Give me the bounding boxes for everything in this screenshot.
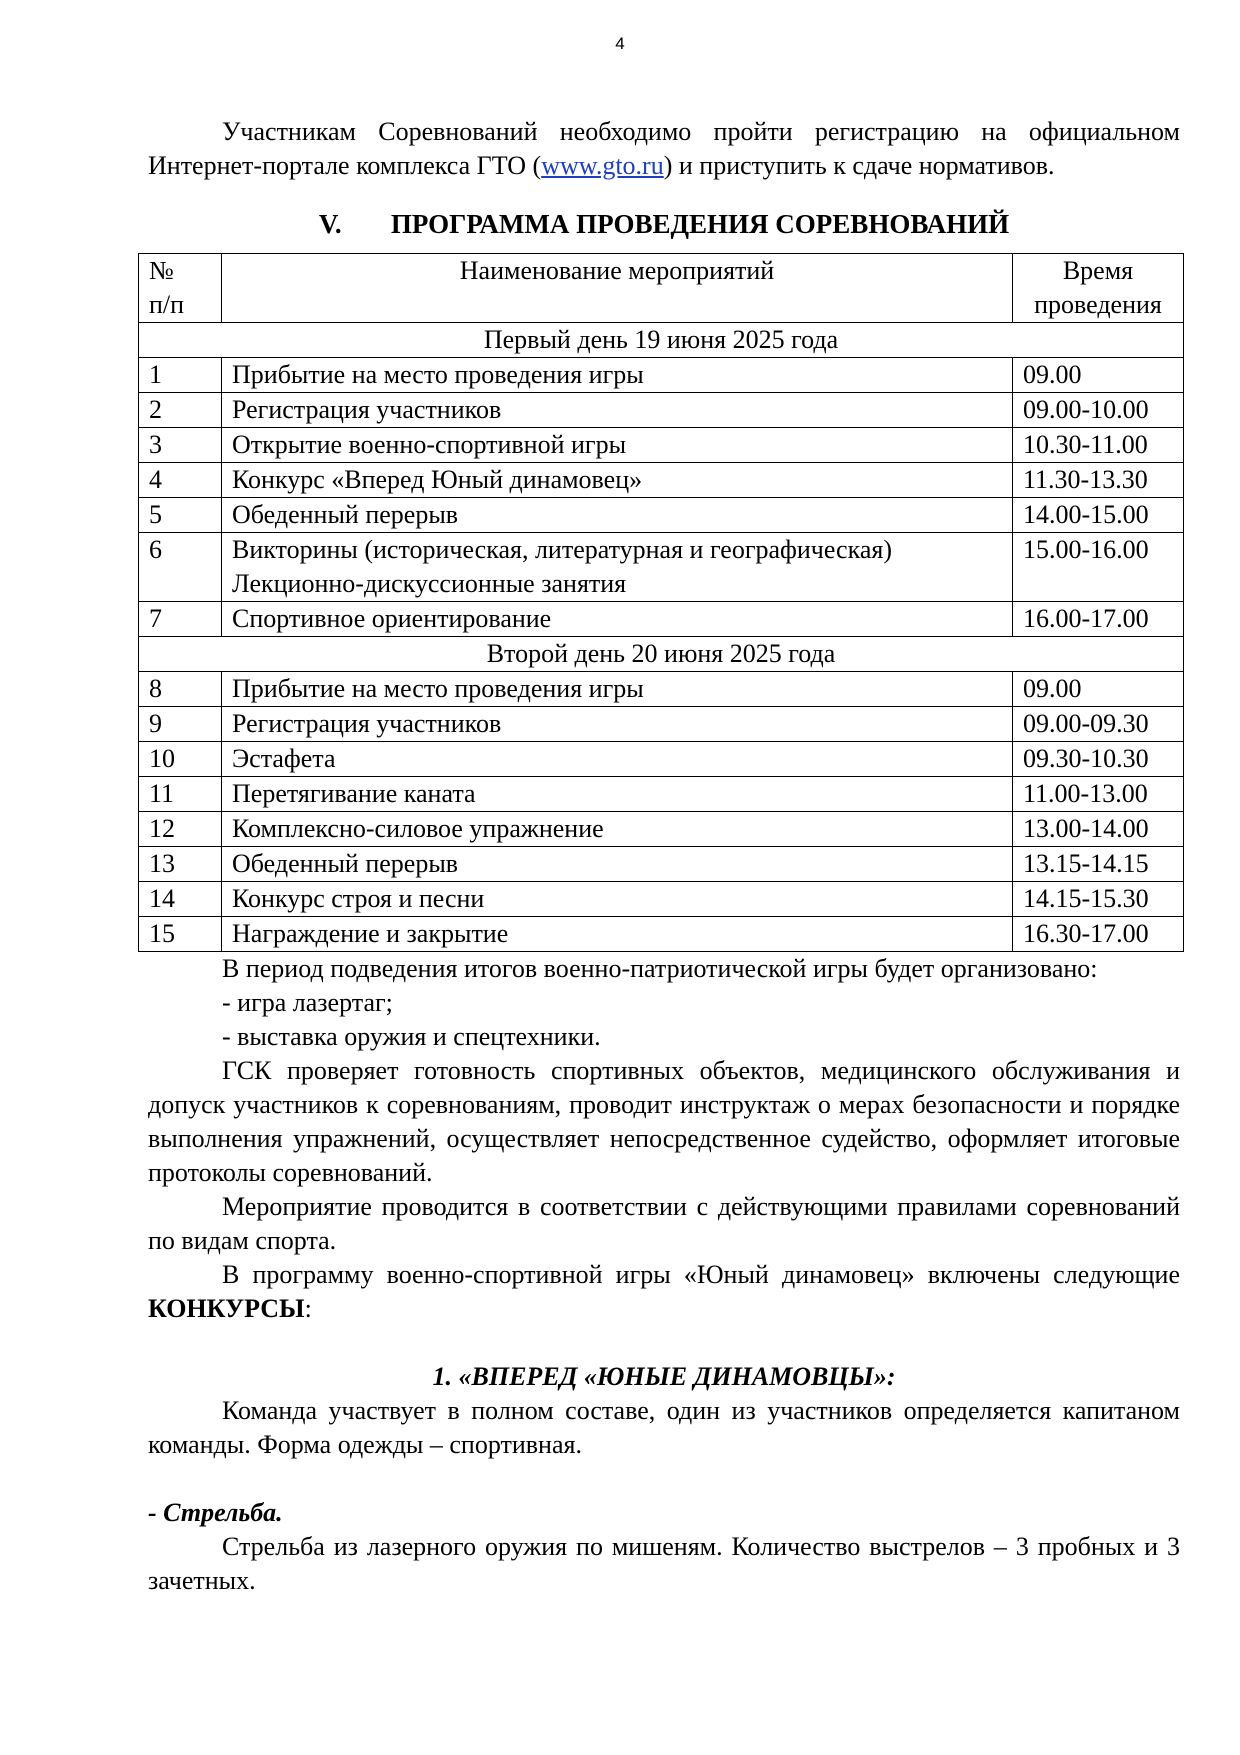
- header-time: [1013, 254, 1184, 323]
- day1-label: Первый день 19 июня 2025 года: [139, 323, 1184, 358]
- row-num: 13: [139, 847, 222, 882]
- row-num: 6: [139, 533, 222, 602]
- row-time: 11.00-13.00: [1013, 777, 1184, 812]
- header-num-line1: №: [149, 256, 174, 285]
- header-num-line2: п/п: [149, 290, 185, 319]
- row-time: 13.15-14.15: [1013, 847, 1184, 882]
- row-num: 8: [139, 672, 222, 707]
- row-num: 5: [139, 498, 222, 533]
- schedule-table: [138, 253, 1184, 952]
- row-time: 11.30-13.30: [1013, 463, 1184, 498]
- row-name: Прибытие на место проведения игры: [222, 358, 1013, 393]
- day2-label: Второй день 20 июня 2025 года: [139, 637, 1184, 672]
- section-heading: [148, 207, 1180, 241]
- row-name: Спортивное ориентирование: [222, 602, 1013, 637]
- table-row: [139, 393, 1184, 428]
- summary-paragraph: В период подведения итогов военно-патриотической игры будет организовано:: [222, 954, 1098, 983]
- program-bold: КОНКУРСЫ: [148, 1294, 305, 1323]
- shooting-heading: - Стрельба.: [148, 1498, 283, 1527]
- shooting-text: Стрельба из лазерного оружия по мишеням. Количество выстрелов – 3 пробных и 3 зачетных.: [148, 1532, 1180, 1595]
- header-num: [139, 254, 222, 323]
- row-name: Перетягивание каната: [222, 777, 1013, 812]
- table-header-row: [139, 254, 1184, 323]
- row-name: Конкурс строя и песни: [222, 882, 1013, 917]
- intro-paragraph: [148, 115, 1180, 183]
- list-item: - выставка оружия и спецтехники.: [222, 1022, 601, 1051]
- list-item: - игра лазертаг;: [222, 988, 393, 1017]
- row-time: 16.30-17.00: [1013, 917, 1184, 952]
- table-row: [139, 428, 1184, 463]
- section-number: V.: [318, 209, 342, 239]
- row-num: 9: [139, 707, 222, 742]
- row-time: 09.00-10.00: [1013, 393, 1184, 428]
- row-name: Регистрация участников: [222, 707, 1013, 742]
- row-name: Обеденный перерыв: [222, 847, 1013, 882]
- row-num: 15: [139, 917, 222, 952]
- gto-link[interactable]: www.gto.ru: [541, 151, 664, 180]
- gsk-paragraph: ГСК проверяет готовность спортивных объектов, медицинского обслуживания и допуск участников к соревнованиям, проводит инструктаж о мерах безопасности и порядке выполнения упражнений, осуществляет непосредственное судейство, оформляет итоговые протоколы соревнований.: [148, 1056, 1180, 1187]
- table-row: [139, 847, 1184, 882]
- row-num: 4: [139, 463, 222, 498]
- day-row: [139, 323, 1184, 358]
- header-time-line1: Время: [1062, 256, 1134, 285]
- rules-paragraph: Мероприятие проводится в соответствии с действующими правилами соревнований по видам спорта.: [148, 1192, 1180, 1255]
- row-name: Эстафета: [222, 742, 1013, 777]
- program-end: :: [304, 1294, 312, 1323]
- table-row: [139, 533, 1184, 602]
- row-num: 3: [139, 428, 222, 463]
- row-name: Обеденный перерыв: [222, 498, 1013, 533]
- table-row: [139, 498, 1184, 533]
- row-time: 16.00-17.00: [1013, 602, 1184, 637]
- table-row: [139, 602, 1184, 637]
- table-row: [139, 463, 1184, 498]
- row-time: 14.15-15.30: [1013, 882, 1184, 917]
- row-time: 14.00-15.00: [1013, 498, 1184, 533]
- row-num: 11: [139, 777, 222, 812]
- row-num: 1: [139, 358, 222, 393]
- row-name-line1: Викторины (историческая, литературная и географическая): [232, 535, 892, 564]
- row-time: 09.00: [1013, 672, 1184, 707]
- day-row: [139, 637, 1184, 672]
- table-row: [139, 742, 1184, 777]
- table-row: [139, 812, 1184, 847]
- table-row: [139, 707, 1184, 742]
- row-name: Награждение и закрытие: [222, 917, 1013, 952]
- table-row: [139, 917, 1184, 952]
- row-time: 09.00-09.30: [1013, 707, 1184, 742]
- page-number: 4: [615, 34, 625, 53]
- row-num: 7: [139, 602, 222, 637]
- intro-text-before: Участникам Соревнований необходимо пройти регистрацию на официальном Интернет-портале комплекса ГТО (: [148, 117, 1180, 180]
- row-num: 14: [139, 882, 222, 917]
- row-name: Конкурс «Вперед Юный динамовец»: [222, 463, 1013, 498]
- program-paragraph: [148, 1258, 1180, 1326]
- table-row: [139, 358, 1184, 393]
- intro-text-after: ) и приступить к сдаче нормативов.: [663, 151, 1055, 180]
- table-row: [139, 672, 1184, 707]
- row-time: 10.30-11.00: [1013, 428, 1184, 463]
- row-name-line2: Лекционно-дискуссионные занятия: [232, 569, 627, 598]
- row-name: Регистрация участников: [222, 393, 1013, 428]
- header-time-line2: проведения: [1034, 290, 1162, 319]
- contest-heading: 1. «ВПЕРЕД «ЮНЫЕ ДИНАМОВЦЫ»:: [432, 1362, 896, 1391]
- row-time: 09.00: [1013, 358, 1184, 393]
- page-content: [148, 115, 1180, 1598]
- row-num: 10: [139, 742, 222, 777]
- row-time: 15.00-16.00: [1013, 533, 1184, 602]
- row-time: 09.30-10.30: [1013, 742, 1184, 777]
- row-num: 12: [139, 812, 222, 847]
- program-text: В программу военно-спортивной игры «Юный динамовец» включены следующие: [222, 1260, 1180, 1289]
- section-title: ПРОГРАММА ПРОВЕДЕНИЯ СОРЕВНОВАНИЙ: [390, 209, 1010, 239]
- table-body: [139, 323, 1184, 952]
- table-row: [139, 777, 1184, 812]
- row-name: Прибытие на место проведения игры: [222, 672, 1013, 707]
- contest-text: Команда участвует в полном составе, один из участников определяется капитаном команды. Форма одежды – спортивная.: [148, 1396, 1180, 1459]
- row-name: Комплексно-силовое упражнение: [222, 812, 1013, 847]
- row-time: 13.00-14.00: [1013, 812, 1184, 847]
- row-name: Открытие военно-спортивной игры: [222, 428, 1013, 463]
- row-name: [222, 533, 1013, 602]
- row-num: 2: [139, 393, 222, 428]
- table-row: [139, 882, 1184, 917]
- header-name: Наименование мероприятий: [222, 254, 1013, 323]
